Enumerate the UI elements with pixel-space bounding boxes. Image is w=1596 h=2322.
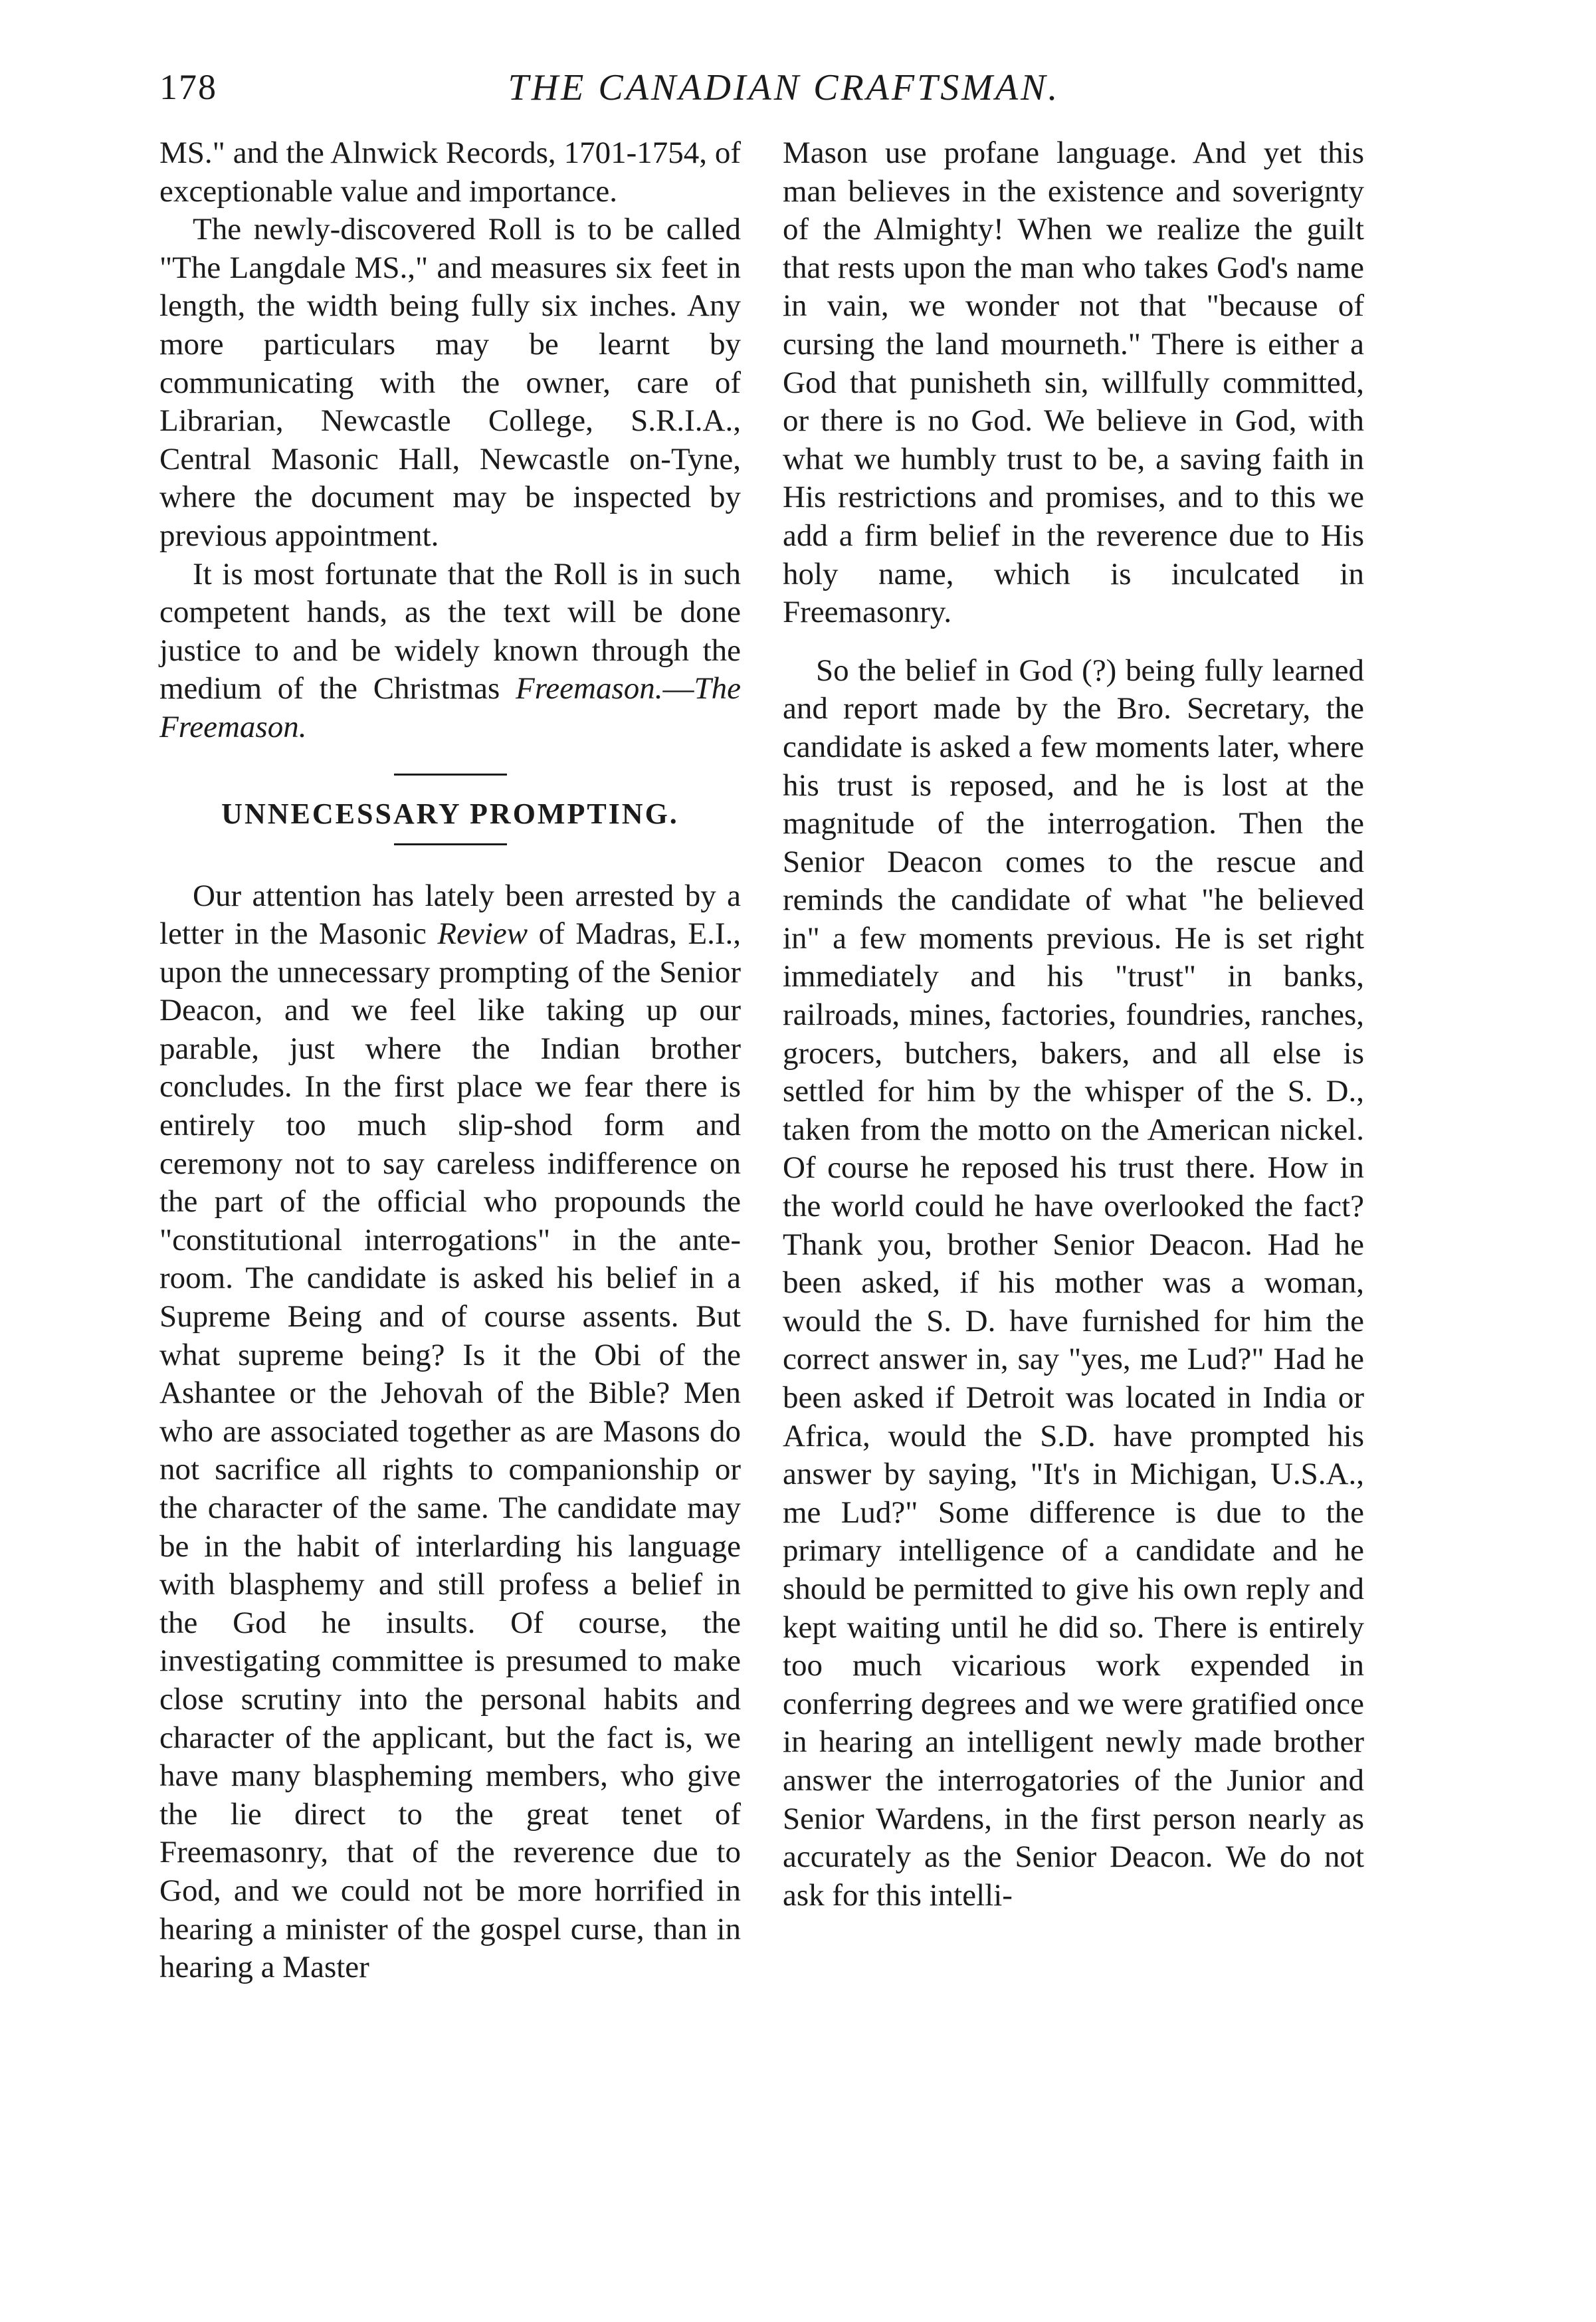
source-citation: The Freemason. — [159, 671, 741, 744]
section-heading: UNNECESSARY PROMPTING. — [221, 797, 679, 830]
prompting-paragraph — [159, 877, 741, 1987]
left-column — [159, 134, 741, 1987]
belief-in-god-paragraph: So the belief in God (?) being fully learned and report made by the Bro. Secretary, the candidate is asked a few moments later, where his trust is reposed, and he is lost at the magnitude of the interrogation. Then the Senior Deacon comes to the rescue and reminds the candidate of what "he believed in" a few moments previous. He is set right immediately and his "trust" in banks, railroads, mines, factories, foundries, ranches, grocers, butchers, bakers, and all else is settled for him by the whisper of the S. D., taken from the motto on the American nickel. Of course he reposed his trust there. How in the world could he have overlooked the fact? Thank you, brother Senior Deacon. Had he been asked, if his mother was a woman, would the S. D. have furnished for him the correct answer in, say "yes, me Lud?" Had he been asked if Detroit was located in India or Africa, would the S.D. have prompted his answer by saying, "It's in Michigan, U.S.A., me Lud?" Some difference is due to the primary intelligence of a candidate and he should be permitted to give his own reply and kept waiting until he did so. There is entirely too much vicarious work expended in conferring degrees and we were gratified once in hearing an intelligent newly made brother answer the interrogatories of the Junior and Senior Wardens, in the first person nearly as accurately as the Senior Deacon. We do not ask for this intelli- — [783, 653, 1364, 1913]
page-header — [159, 66, 1409, 120]
langdale-roll-paragraph: The newly-discovered Roll is to be called "The Langdale MS.," and measures six feet in length, the width being fully six inches. Any more particulars may be learnt by communicating with the owner, care of Librarian, Newcastle College, S.R.I.A., Central Masonic Hall, Newcastle on-Tyne, where the document may be inspected by previous appointment. — [159, 212, 741, 553]
freemason-title: Freemason. — [516, 671, 663, 706]
review-title: Review — [437, 916, 528, 952]
running-title: THE CANADIAN CRAFTSMAN. — [508, 67, 1060, 108]
profane-language-paragraph: Mason use profane language. And yet this man believes in the existence and soverignty of the Almighty! When we realize the guilt that rests upon the man who takes God's name in vain, we wonder not that "because of cursing the land mourneth." There is either a God that punisheth sin, willfully committed, or there is no God. We believe in God, with what we humbly trust to be, a saving faith in His restrictions and promises, and to this we add a firm belief in the reverence due to His holy name, which is inculcated in Freemasonry. — [783, 136, 1364, 630]
section-rule-top — [394, 774, 507, 776]
prompting-intro-text: Our attention has lately been arrested by a letter in the Masonic — [159, 878, 741, 952]
fortunate-text: It is most fortunate that the Roll is in such competent hands, as the text will be done justice to and be widely known through the medium of the Christmas — [159, 556, 741, 706]
section-rule-bottom — [394, 843, 507, 845]
right-column — [783, 134, 1364, 1915]
em-dash: — — [662, 671, 694, 706]
continuation-paragraph: MS." and the Alnwick Records, 1701-1754, of exceptionable value and importance. — [159, 136, 741, 209]
prompting-body-text: of Madras, E.I., upon the unnecessary prompting of the Senior Deacon, and we feel like taking up our parable, just where the Indian brother concludes. In the first place we fear there is entirely too much slip-shod form and ceremony not to say careless indifference on the part of the official who propounds the "constitutional interrogations" in the ante-room. The candidate is asked his belief in a Supreme Being and of course assents. But what supreme being? Is it the Obi of the Ashantee or the Jehovah of the Bible? Men who are associated together as are Masons do not sacrifice all rights to companionship or the character of the same. The candidate may be in the habit of interlarding his language with blasphemy and still profess a belief in the God he insults. Of course, the investigating committee is presumed to make close scrutiny into the personal habits and character of the applicant, but the fact is, we have many blaspheming members, who give the lie direct to the great tenet of Freemasonry, that of the reverence due to God, and we could not be more horrified in hearing a minister of the gospel curse, than in hearing a Master — [159, 916, 742, 1985]
fortunate-paragraph — [159, 556, 741, 747]
page-number: 178 — [159, 67, 217, 107]
